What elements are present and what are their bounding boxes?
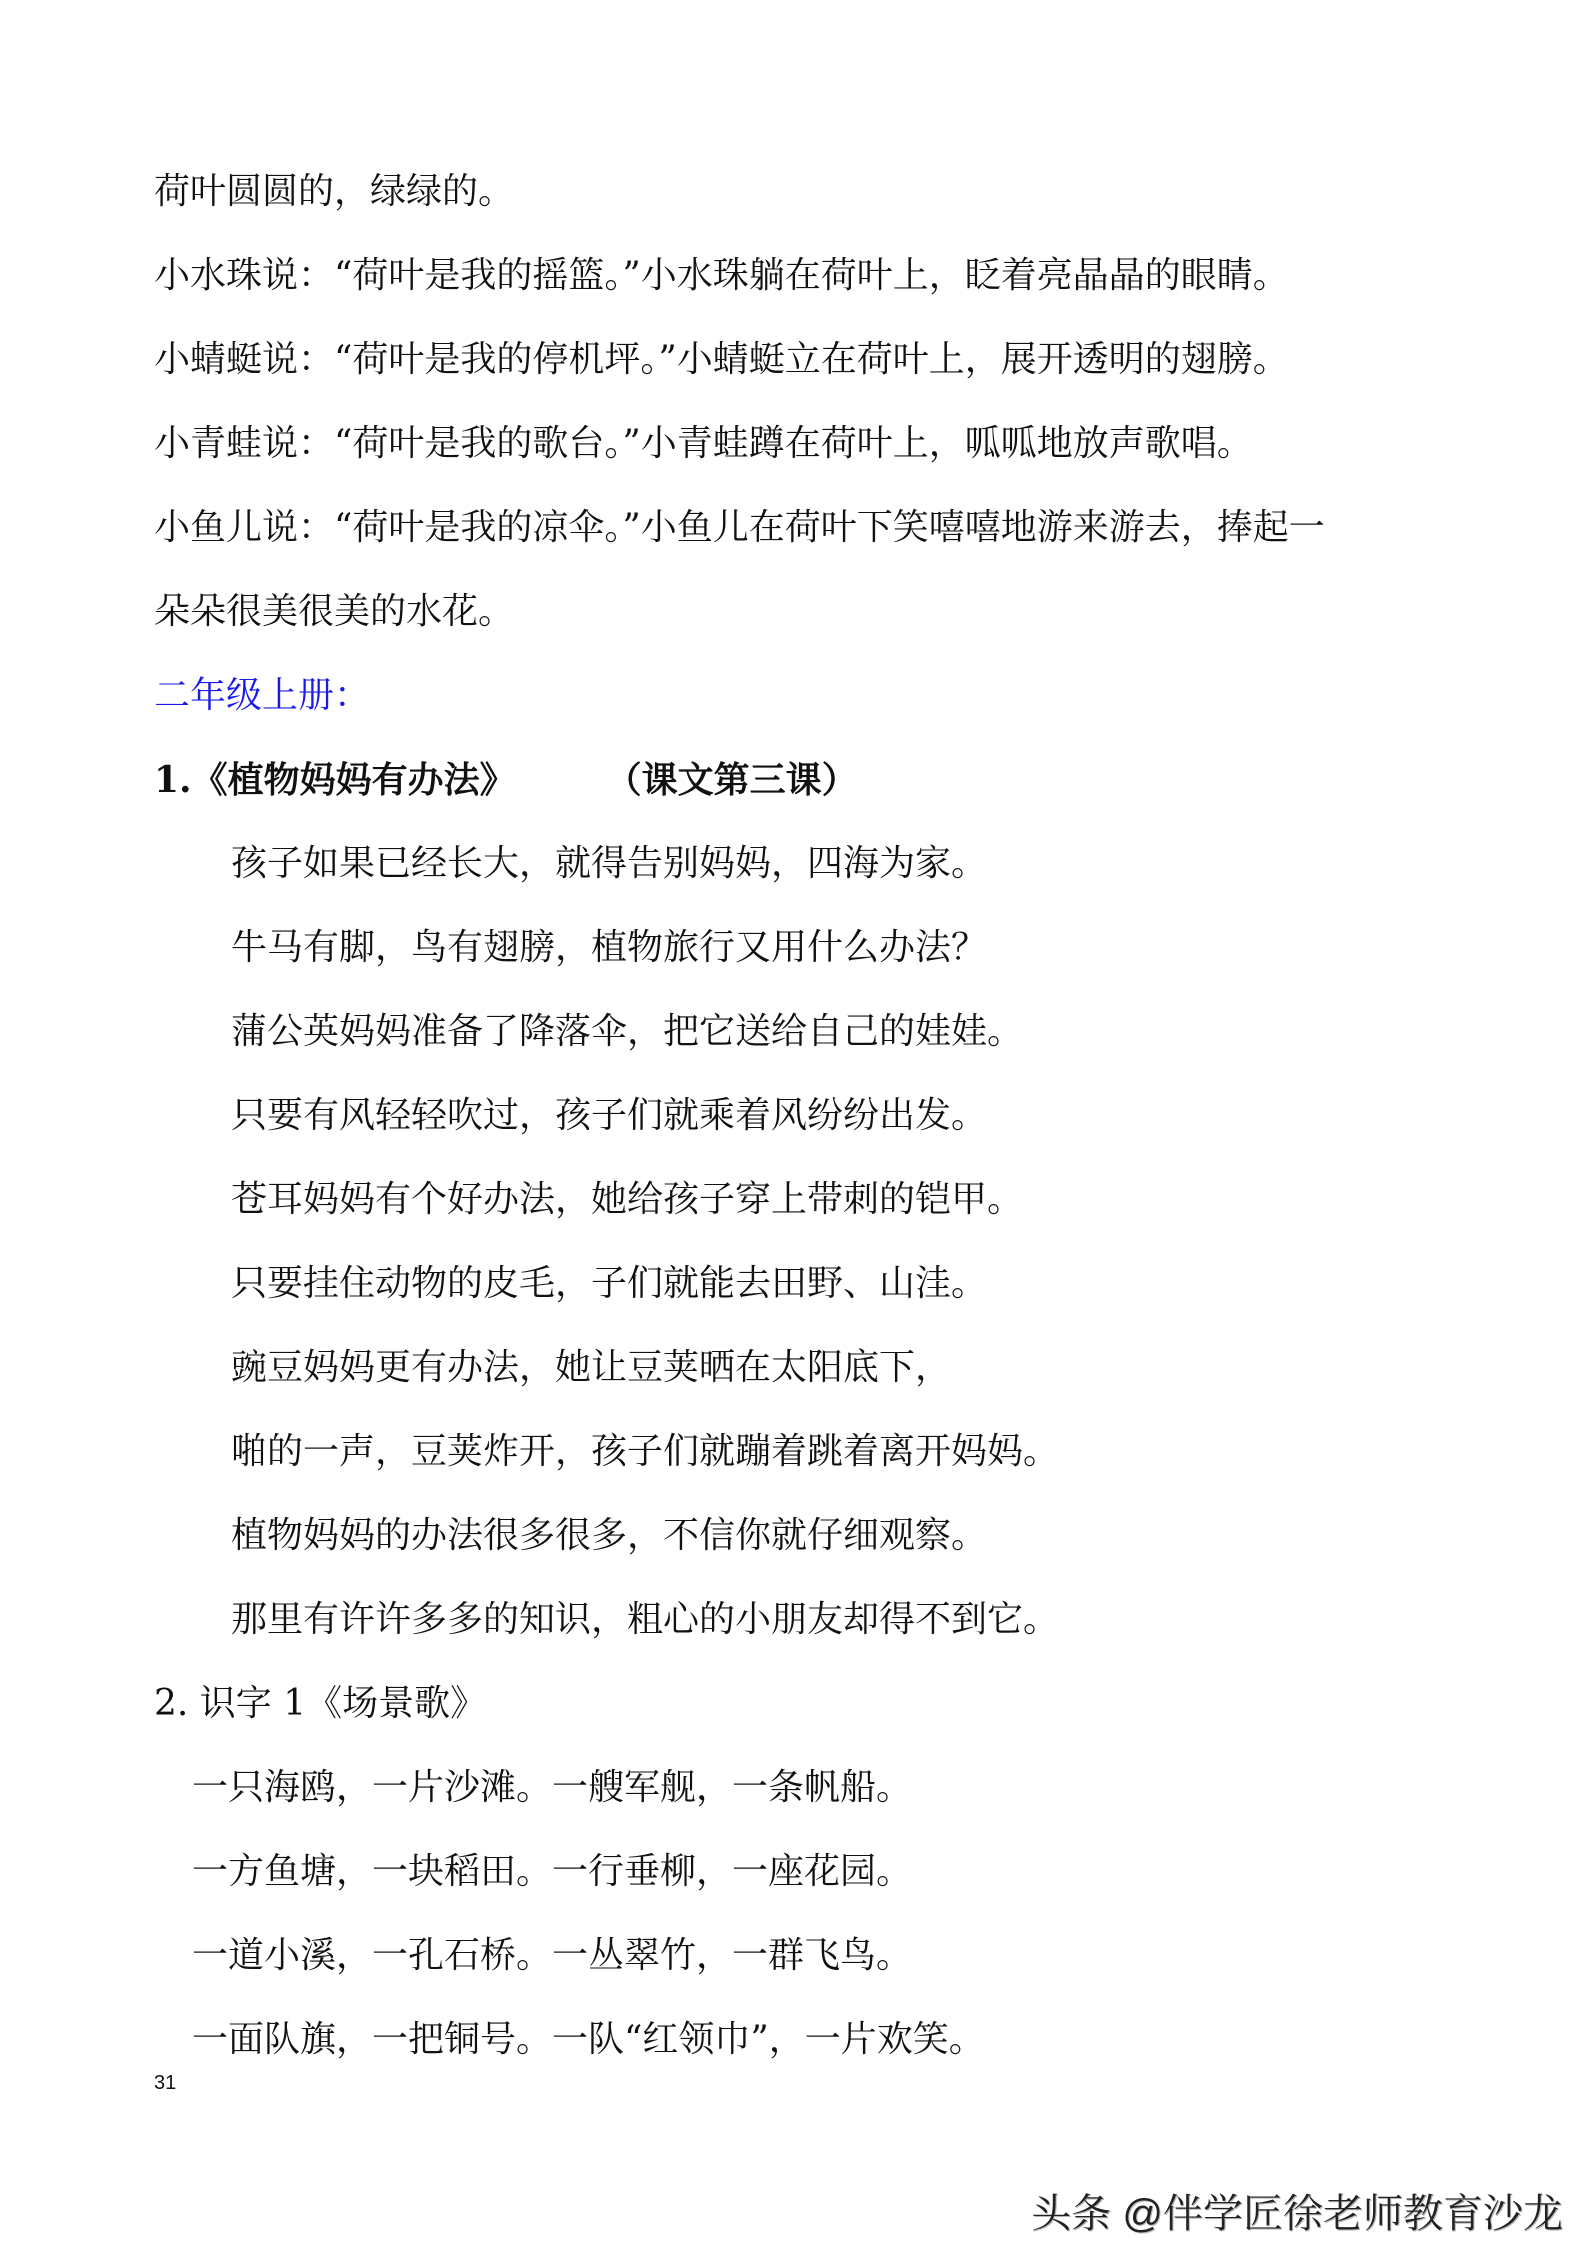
text-line: 小青蛙说：“荷叶是我的歌台。”小青蛙蹲在荷叶上，呱呱地放声歌唱。 bbox=[154, 423, 1253, 464]
text-line: 朵朵很美很美的水花。 bbox=[154, 591, 515, 632]
scene-line: 一只海鸥，一片沙滩。一艘军舰，一条帆船。 bbox=[192, 1767, 913, 1808]
poem-line: 孩子如果已经长大，就得告别妈妈，四海为家。 bbox=[231, 843, 988, 884]
poem-line: 蒲公英妈妈准备了降落伞，把它送给自己的娃娃。 bbox=[231, 1011, 1024, 1052]
scene-line: 一面队旗，一把铜号。一队“红领巾”，一片欢笑。 bbox=[192, 2019, 985, 2060]
poem-line: 那里有许许多多的知识，粗心的小朋友却得不到它。 bbox=[231, 1599, 1060, 1640]
watermark: 头条 @伴学匠徐老师教育沙龙 bbox=[1031, 2192, 1563, 2236]
lesson-title: 1.《植物妈妈有办法》 bbox=[154, 759, 516, 801]
document-body bbox=[154, 150, 1454, 2082]
section-title: 二年级上册： bbox=[154, 675, 371, 716]
poem-line: 牛马有脚，鸟有翅膀，植物旅行又用什么办法？ bbox=[231, 927, 988, 968]
poem-line: 植物妈妈的办法很多很多，不信你就仔细观察。 bbox=[231, 1515, 988, 1556]
text-line: 小水珠说：“荷叶是我的摇篮。”小水珠躺在荷叶上，眨着亮晶晶的眼睛。 bbox=[154, 255, 1289, 296]
scene-line: 一方鱼塘，一块稻田。一行垂柳，一座花园。 bbox=[192, 1851, 913, 1892]
poem-line: 只要有风轻轻吹过，孩子们就乘着风纷纷出发。 bbox=[231, 1095, 988, 1136]
poem-line: 豌豆妈妈更有办法，她让豆荚晒在太阳底下， bbox=[231, 1347, 952, 1388]
lesson-heading bbox=[154, 738, 1454, 822]
lesson-note: （课文第三课） bbox=[605, 759, 858, 801]
lesson-heading: 2. 识字 1《场景歌》 bbox=[154, 1683, 487, 1724]
text-line: 小鱼儿说：“荷叶是我的凉伞。”小鱼儿在荷叶下笑嘻嘻地游来游去，捧起一 bbox=[154, 507, 1325, 548]
poem-line: 啪的一声，豆荚炸开，孩子们就蹦着跳着离开妈妈。 bbox=[231, 1431, 1060, 1472]
scene-line: 一道小溪，一孔石桥。一丛翠竹，一群飞鸟。 bbox=[192, 1935, 913, 1976]
page-number: 31 bbox=[154, 2072, 177, 2094]
poem-line: 只要挂住动物的皮毛，子们就能去田野、山洼。 bbox=[231, 1263, 988, 1304]
text-line: 小蜻蜓说：“荷叶是我的停机坪。”小蜻蜓立在荷叶上，展开透明的翅膀。 bbox=[154, 339, 1289, 380]
text-line: 荷叶圆圆的，绿绿的。 bbox=[154, 171, 515, 212]
poem-line: 苍耳妈妈有个好办法，她给孩子穿上带刺的铠甲。 bbox=[231, 1179, 1024, 1220]
